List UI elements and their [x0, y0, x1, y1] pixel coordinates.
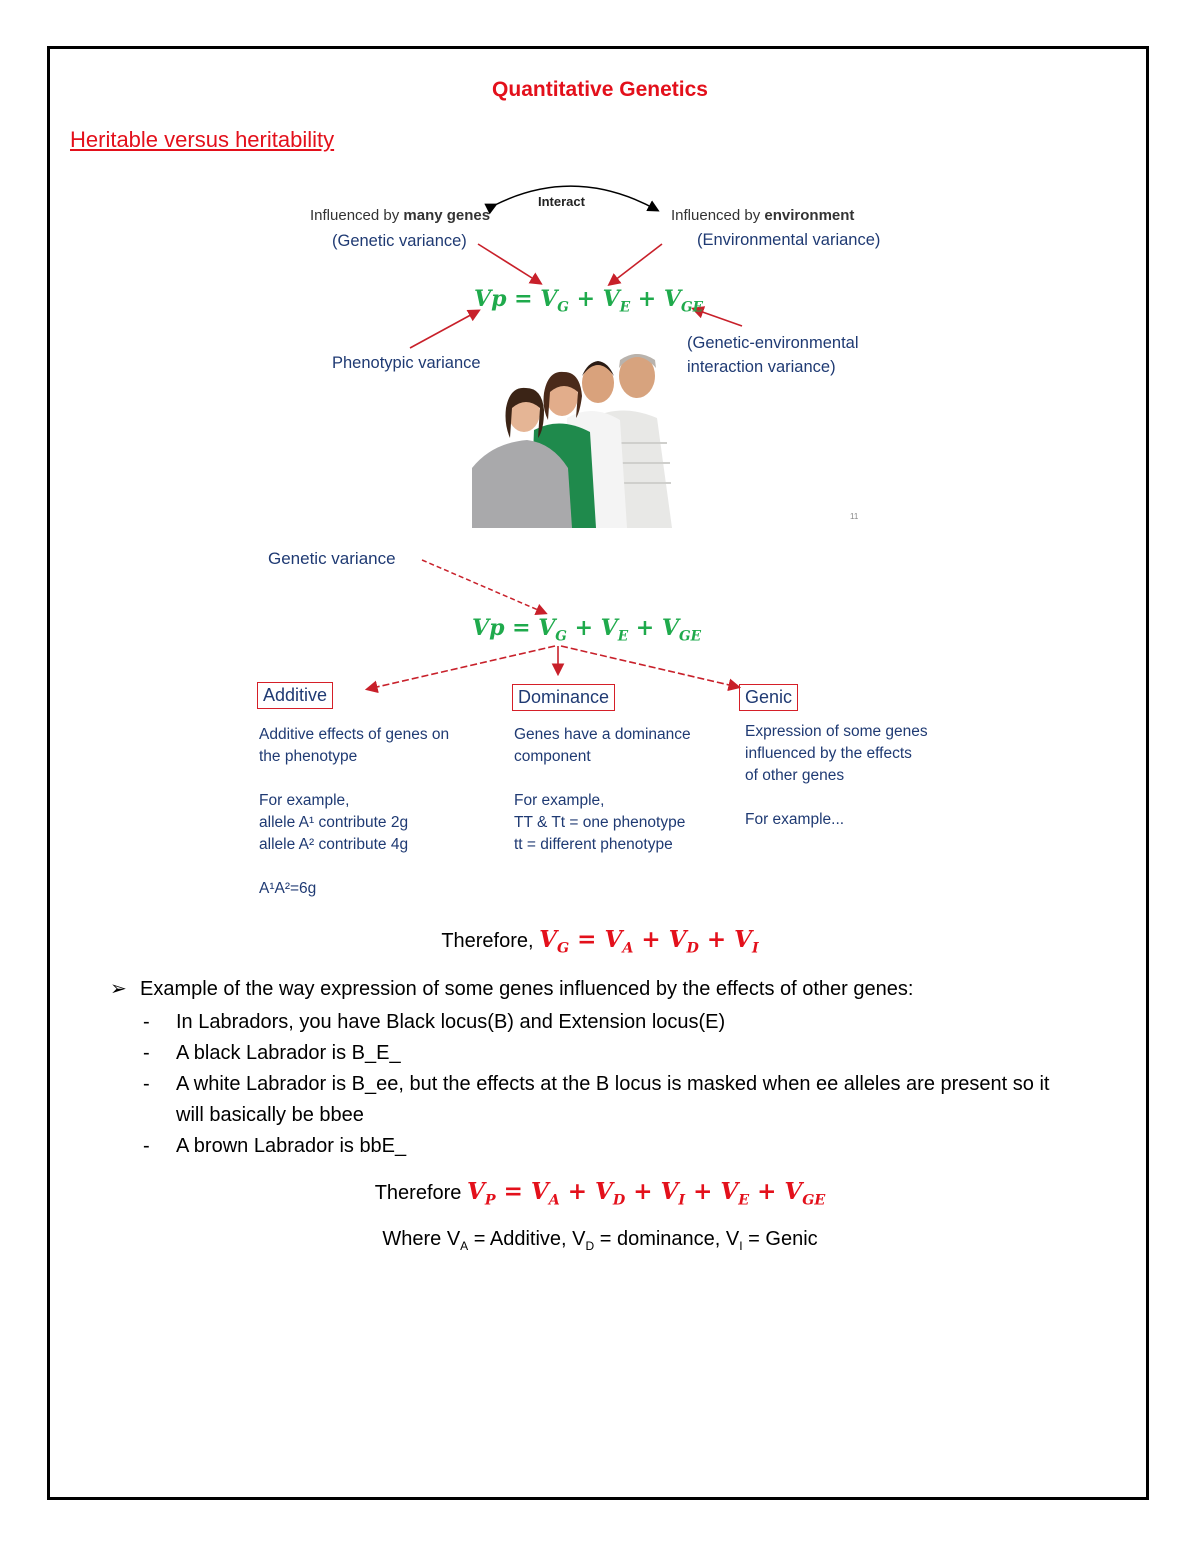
gxe-label-line2: interaction variance): [687, 358, 836, 376]
environment-arrow: [610, 244, 662, 284]
phenotypic-equation-2: $Vp = V_G + V_E + V_{GE}$: [472, 615, 701, 645]
list-item: - A brown Labrador is bbE_: [143, 1135, 407, 1157]
genetic-arrow: [478, 244, 540, 283]
genetic-variance-arrow: [422, 560, 545, 613]
therefore-phenotypic-equation: Therefore $V_P = V_A + V_D + V_I + V_E + V_{GE}$: [374, 1178, 826, 1209]
additive-arrow: [368, 646, 555, 689]
interact-label: Interact: [538, 194, 585, 209]
list-item: - A black Labrador is B_E_: [143, 1042, 401, 1064]
genic-box: Genic: [739, 684, 798, 711]
therefore-genetic-equation: Therefore, $V_G = V_A + V_D + V_I$: [441, 926, 759, 957]
phenotypic-equation: $Vp = V_G + V_E + V_{GE}$: [474, 286, 703, 316]
environmental-variance-label: (Environmental variance): [697, 231, 881, 249]
influenced-environment-label: Influenced by environment: [671, 207, 855, 224]
example-heading: ➢ Example of the way expression of some genes influenced by the effects of other genes:: [110, 978, 914, 1000]
phenotypic-arrow: [410, 311, 478, 348]
where-legend: Where $V_A$ = Additive, $V_D$ = dominance, $V_I$ = Genic: [382, 1228, 818, 1253]
section-heading: Heritable versus heritability: [70, 127, 335, 152]
genetic-variance-label-2: Genetic variance: [268, 549, 396, 568]
page-title: Quantitative Genetics: [492, 78, 708, 101]
genic-arrow: [561, 646, 738, 687]
additive-description: Additive effects of genes on the phenotype For example, allele A¹ contribute 2g allele A² contribute 4g A¹A²=6g: [259, 726, 450, 897]
genetic-variance-label: (Genetic variance): [332, 232, 467, 250]
list-item: - In Labradors, you have Black locus(B) and Extension locus(E): [143, 1011, 726, 1033]
dominance-description: Genes have a dominance component For example, TT & Tt = one phenotype tt = different phenotype: [514, 726, 691, 853]
bullet-list: [143, 1007, 1049, 1162]
genic-description: Expression of some genes influenced by the effects of other genes For example...: [745, 723, 928, 828]
dominance-box: Dominance: [512, 684, 615, 711]
gxe-label-line1: (Genetic-environmental: [687, 334, 859, 352]
list-item-continuation: will basically be bbee: [176, 1104, 364, 1126]
people-photo: [472, 348, 682, 528]
additive-box: Additive: [257, 682, 333, 709]
arrow-bullet-icon: ➢: [110, 978, 127, 1000]
list-item: - A white Labrador is B_ee, but the effects at the B locus is masked when ee alleles are present so it: [143, 1073, 1050, 1095]
phenotypic-variance-label: Phenotypic variance: [332, 354, 481, 372]
influenced-genes-label: Influenced by many genes: [310, 207, 491, 224]
therefore-label: Therefore,: [441, 930, 540, 952]
slide-number: 11: [850, 512, 859, 521]
therefore-label-2: Therefore: [374, 1182, 467, 1204]
